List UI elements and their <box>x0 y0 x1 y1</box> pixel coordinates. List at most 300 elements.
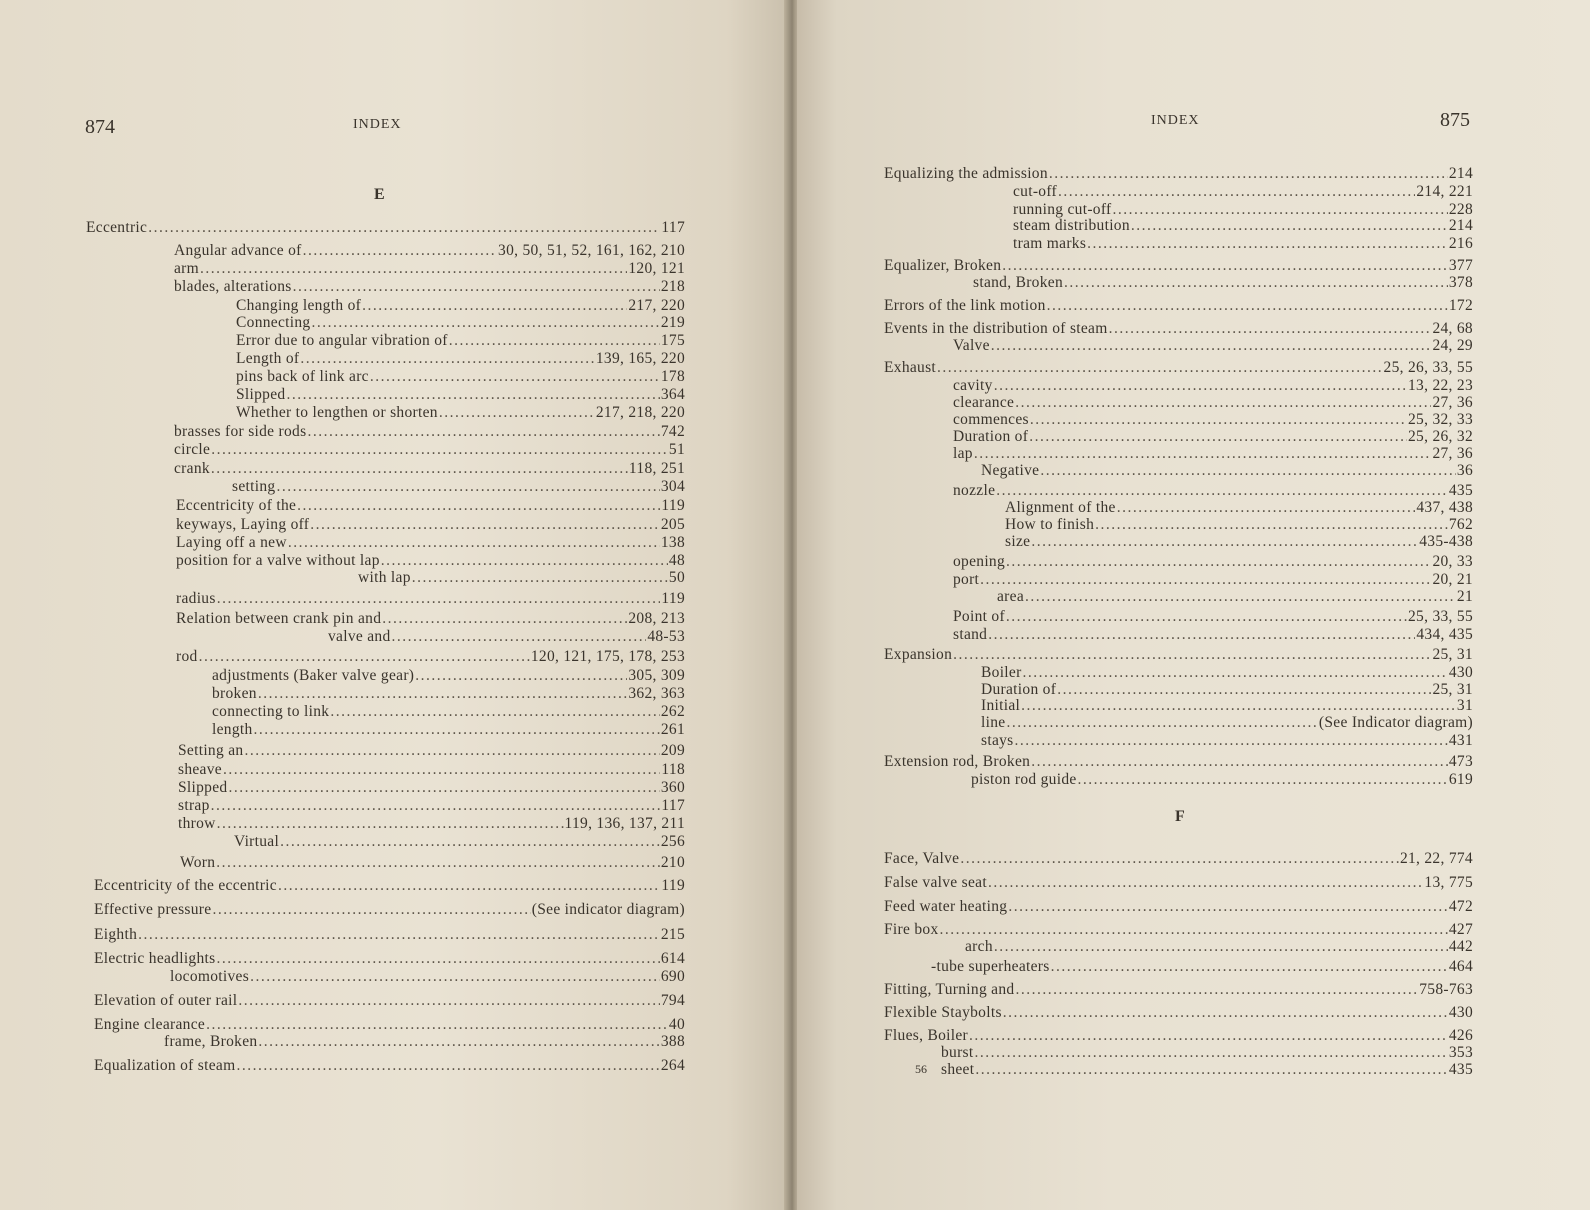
entry-pages: 21 <box>1456 588 1473 605</box>
entry-term: arm <box>174 260 199 277</box>
index-entry-effective-pressure <box>94 901 685 919</box>
dot-leader <box>148 219 660 237</box>
running-head: INDEX <box>353 117 402 132</box>
index-entry-tram-marks <box>1013 235 1473 253</box>
index-entry-exhaust <box>884 359 1473 377</box>
dot-leader <box>980 571 1431 589</box>
entry-term: Duration of <box>953 428 1029 445</box>
entry-pages: 228 <box>1448 201 1473 218</box>
right-page <box>797 0 1590 1210</box>
entry-term: Extension rod, Broken <box>884 753 1031 770</box>
entry-pages: 31 <box>1456 697 1473 714</box>
entry-pages: 40 <box>668 1016 685 1033</box>
entry-term: Expansion <box>884 646 953 663</box>
index-entry-worn <box>180 854 685 872</box>
dot-leader <box>206 1016 668 1034</box>
signature-mark: 56 <box>915 1062 927 1076</box>
dot-leader <box>1095 516 1448 534</box>
entry-pages: 619 <box>1448 771 1473 788</box>
entry-pages: 20, 21 <box>1432 571 1473 588</box>
index-entry-length-of <box>236 350 685 368</box>
index-entry-eccentricity-of-the-eccentric <box>94 877 685 895</box>
entry-term: Elevation of outer rail <box>94 992 238 1009</box>
entry-term: Equalization of steam <box>94 1057 236 1074</box>
entry-term: steam distribution <box>1013 217 1130 234</box>
section-letter: E <box>374 186 385 203</box>
index-entry-flexible-staybolts <box>884 1004 1473 1022</box>
entry-pages: 464 <box>1448 958 1473 975</box>
entry-pages: 50 <box>668 569 685 586</box>
dot-leader <box>223 761 660 779</box>
dot-leader <box>254 721 660 739</box>
index-entry-boiler <box>981 664 1473 682</box>
index-entry-eccentric <box>86 219 685 237</box>
dot-leader <box>1031 533 1418 551</box>
entry-pages: 442 <box>1448 938 1473 955</box>
entry-pages: 119, 136, 137, 211 <box>564 815 685 832</box>
index-entry-laying-off-a-new <box>176 534 685 552</box>
dot-leader <box>1025 588 1456 606</box>
entry-pages: 117 <box>661 797 685 814</box>
index-entry-extension-rod-broken <box>884 753 1473 771</box>
index-entry-with-lap <box>358 569 685 587</box>
entry-pages: 48 <box>668 552 685 569</box>
entry-term: cut-off <box>1013 183 1057 200</box>
entry-pages: 209 <box>660 742 685 759</box>
entry-pages: 214 <box>1448 165 1473 182</box>
dot-leader <box>1015 981 1418 999</box>
entry-term: Negative <box>981 462 1040 479</box>
index-entry-crank <box>174 460 685 478</box>
page-number: 875 <box>1440 109 1470 131</box>
entry-term: Whether to lengthen or shorten <box>236 404 438 421</box>
entry-pages: 430 <box>1448 1004 1473 1021</box>
entry-pages: 139, 165, 220 <box>595 350 685 367</box>
entry-pages: 305, 309 <box>628 667 685 684</box>
entry-pages: 435 <box>1448 1061 1473 1078</box>
entry-pages: 264 <box>660 1057 685 1074</box>
entry-pages: 24, 68 <box>1432 320 1473 337</box>
entry-term: crank <box>174 460 210 477</box>
entry-term: commences <box>953 411 1029 428</box>
index-entry-angular-advance-of <box>174 242 685 260</box>
entry-term: adjustments (Baker valve gear) <box>212 667 415 684</box>
index-entry-cut-off <box>1013 183 1473 201</box>
index-entry-cavity <box>953 377 1473 395</box>
index-entry-negative <box>981 462 1473 480</box>
entry-term: nozzle <box>953 482 996 499</box>
index-entry-slipped <box>236 386 685 404</box>
entry-term: port <box>953 571 980 588</box>
index-entry-clearance <box>953 394 1473 412</box>
index-entry-flues-boiler <box>884 1027 1473 1045</box>
index-entry-nozzle <box>953 482 1473 500</box>
entry-term: frame, Broken <box>164 1033 258 1050</box>
index-entry-connecting-to-link <box>212 703 685 721</box>
dot-leader <box>439 404 595 422</box>
entry-pages: 119 <box>661 877 685 894</box>
page-number: 874 <box>85 116 115 138</box>
entry-pages: 426 <box>1448 1027 1473 1044</box>
entry-term: Angular advance of <box>174 242 302 259</box>
dot-leader <box>1023 664 1448 682</box>
dot-leader <box>953 646 1431 664</box>
index-entry-lap <box>953 445 1473 463</box>
dot-leader <box>974 445 1432 463</box>
entry-pages: 218 <box>660 278 685 295</box>
index-entry-length <box>212 721 685 739</box>
entry-term: size <box>1005 533 1031 550</box>
index-entry-initial <box>981 697 1473 715</box>
dot-leader <box>1006 608 1407 626</box>
index-entry-setting <box>232 478 685 496</box>
entry-pages: 120, 121 <box>628 260 685 277</box>
index-entry-virtual <box>234 833 685 851</box>
entry-pages: 24, 29 <box>1432 337 1473 354</box>
entry-term: Worn <box>180 854 216 871</box>
entry-term: Face, Valve <box>884 850 960 867</box>
entry-term: Flues, Boiler <box>884 1027 968 1044</box>
entry-pages: 217, 220 <box>628 297 685 314</box>
dot-leader <box>1131 217 1448 235</box>
entry-term: Duration of <box>981 681 1057 698</box>
entry-pages: 360 <box>660 779 685 796</box>
dot-leader <box>217 590 661 608</box>
entry-pages: 353 <box>1448 1044 1473 1061</box>
entry-pages: 25, 31 <box>1432 681 1473 698</box>
entry-term: -tube superheaters <box>931 958 1050 975</box>
entry-term: line <box>981 714 1006 731</box>
dot-leader <box>1030 411 1407 429</box>
index-entry-how-to-finish <box>1005 516 1473 534</box>
dot-leader <box>258 1033 659 1051</box>
entry-term: Effective pressure <box>94 901 212 918</box>
entry-term: rod <box>176 648 198 665</box>
entry-term: with lap <box>358 569 411 586</box>
dot-leader <box>940 921 1448 939</box>
dot-leader <box>1049 165 1448 183</box>
dot-leader <box>288 534 660 552</box>
index-entry-adjustments-baker-valve-gear <box>212 667 685 685</box>
entry-pages: 175 <box>660 332 685 349</box>
index-entry-area <box>997 588 1473 606</box>
dot-leader <box>996 482 1448 500</box>
dot-leader <box>250 968 660 986</box>
entry-term: Eccentric <box>86 219 148 236</box>
entry-term: broken <box>212 685 257 702</box>
dot-leader <box>211 797 661 815</box>
index-entry-frame-broken <box>164 1033 685 1051</box>
entry-term: Relation between crank pin and <box>176 610 382 627</box>
index-entry-steam-distribution <box>1013 217 1473 235</box>
entry-term: Virtual <box>234 833 280 850</box>
entry-term: brasses for side rods <box>174 423 307 440</box>
entry-term: radius <box>176 590 216 607</box>
index-entry-brasses-for-side-rods <box>174 423 685 441</box>
dot-leader <box>1008 898 1448 916</box>
entry-pages: 431 <box>1448 732 1473 749</box>
entry-term: stays <box>981 732 1014 749</box>
entry-pages: 205 <box>660 516 685 533</box>
index-entry-point-of <box>953 608 1473 626</box>
index-entry-stand <box>953 626 1473 644</box>
entry-pages: 388 <box>660 1033 685 1050</box>
dot-leader <box>382 610 627 628</box>
dot-leader <box>988 874 1423 892</box>
dot-leader <box>211 460 628 478</box>
index-entry-stays <box>981 732 1473 750</box>
dot-leader <box>286 386 659 404</box>
index-entry-setting-an <box>178 742 685 760</box>
entry-term: Fitting, Turning and <box>884 981 1015 998</box>
index-entry-rod <box>176 648 685 666</box>
entry-pages: 427 <box>1448 921 1473 938</box>
index-entry-changing-length-of <box>236 297 685 315</box>
dot-leader <box>1109 320 1432 338</box>
index-entry-face-valve <box>884 850 1473 868</box>
entry-pages: 435 <box>1448 482 1473 499</box>
entry-term: throw <box>178 815 216 832</box>
dot-leader <box>1003 1004 1448 1022</box>
entry-term: valve and <box>328 628 391 645</box>
dot-leader <box>293 278 660 296</box>
dot-leader <box>988 626 1415 644</box>
entry-term: Boiler <box>981 664 1022 681</box>
entry-term: piston rod guide <box>971 771 1077 788</box>
index-entry-radius <box>176 590 685 608</box>
entry-pages: (See indicator diagram) <box>531 901 685 918</box>
entry-term: stand <box>953 626 988 643</box>
dot-leader <box>937 359 1383 377</box>
entry-pages: 48-53 <box>647 628 685 645</box>
entry-term: Feed water heating <box>884 898 1008 915</box>
entry-term: Flexible Staybolts <box>884 1004 1002 1021</box>
dot-leader <box>228 779 659 797</box>
entry-pages: 25, 26, 33, 55 <box>1383 359 1473 376</box>
dot-leader <box>1015 394 1431 412</box>
dot-leader <box>278 877 660 895</box>
index-entry-tube-superheaters <box>931 958 1473 976</box>
entry-term: Eighth <box>94 926 138 943</box>
entry-pages: 362, 363 <box>628 685 685 702</box>
dot-leader <box>310 516 660 534</box>
index-entry-valve <box>953 337 1473 355</box>
dot-leader <box>392 628 647 646</box>
dot-leader <box>1087 235 1448 253</box>
entry-pages: 758-763 <box>1419 981 1473 998</box>
dot-leader <box>412 569 668 587</box>
section-letter: F <box>1175 808 1185 825</box>
entry-pages: 27, 36 <box>1432 445 1473 462</box>
left-page <box>0 0 790 1210</box>
dot-leader <box>217 815 564 833</box>
entry-pages: 117 <box>661 219 685 236</box>
entry-term: length <box>212 721 253 738</box>
entry-pages: 473 <box>1448 753 1473 770</box>
dot-leader <box>211 441 668 459</box>
dot-leader <box>1006 714 1317 732</box>
entry-pages: 214 <box>1448 217 1473 234</box>
entry-term: cavity <box>953 377 993 394</box>
dot-leader <box>975 1061 1447 1079</box>
dot-leader <box>300 350 594 368</box>
index-entry-equalizer-broken <box>884 257 1473 275</box>
entry-pages: 378 <box>1448 274 1473 291</box>
entry-pages: 210 <box>660 854 685 871</box>
index-entry-slipped <box>178 779 685 797</box>
entry-term: Events in the distribution of steam <box>884 320 1108 337</box>
index-entry-electric-headlights <box>94 950 685 968</box>
entry-pages: 614 <box>660 950 685 967</box>
entry-term: Length of <box>236 350 300 367</box>
entry-pages: 178 <box>660 368 685 385</box>
index-entry-arch <box>965 938 1473 956</box>
entry-pages: 172 <box>1448 297 1473 314</box>
dot-leader <box>244 742 659 760</box>
entry-pages: 216 <box>1448 235 1473 252</box>
dot-leader <box>1051 958 1448 976</box>
dot-leader <box>1029 428 1407 446</box>
dot-leader <box>1064 274 1448 292</box>
entry-pages: 261 <box>660 721 685 738</box>
index-entry-valve-and <box>328 628 685 646</box>
entry-term: area <box>997 588 1025 605</box>
entry-pages: 25, 31 <box>1432 646 1473 663</box>
entry-pages: 20, 33 <box>1432 553 1473 570</box>
entry-term: running cut-off <box>1013 201 1112 218</box>
entry-pages: 219 <box>660 314 685 331</box>
entry-pages: 13, 775 <box>1424 874 1473 891</box>
dot-leader <box>297 497 660 515</box>
dot-leader <box>1031 753 1448 771</box>
entry-term: Slipped <box>236 386 286 403</box>
entry-term: sheave <box>178 761 222 778</box>
dot-leader <box>1047 297 1448 315</box>
dot-leader <box>236 1057 659 1075</box>
entry-term: burst <box>941 1044 974 1061</box>
entry-term: Exhaust <box>884 359 937 376</box>
entry-term: connecting to link <box>212 703 330 720</box>
entry-pages: 138 <box>660 534 685 551</box>
index-entry-burst <box>941 1044 1473 1062</box>
index-entry-piston-rod-guide <box>971 771 1473 789</box>
index-entry-commences <box>953 411 1473 429</box>
entry-term: tram marks <box>1013 235 1087 252</box>
entry-pages: 430 <box>1448 664 1473 681</box>
entry-pages: 118 <box>661 761 685 778</box>
index-entry-feed-water-heating <box>884 898 1473 916</box>
entry-pages: 36 <box>1456 462 1473 479</box>
dot-leader <box>362 297 627 315</box>
index-entry-fitting-turning-and <box>884 981 1473 999</box>
entry-pages: 437, 438 <box>1416 499 1473 516</box>
entry-pages: 762 <box>1448 516 1473 533</box>
dot-leader <box>238 992 660 1010</box>
entry-term: False valve seat <box>884 874 987 891</box>
entry-term: Alignment of the <box>1005 499 1116 516</box>
index-entry-port <box>953 571 1473 589</box>
entry-pages: 690 <box>660 968 685 985</box>
running-head: INDEX <box>1151 113 1200 128</box>
entry-term: Eccentricity of the <box>176 497 297 514</box>
dot-leader <box>1078 771 1448 789</box>
entry-pages: 119 <box>661 590 685 607</box>
entry-pages: 214, 221 <box>1416 183 1473 200</box>
index-entry-error-due-to-angular-vibration-of <box>236 332 685 350</box>
index-entry-circle <box>174 441 685 459</box>
index-entry-strap <box>178 797 685 815</box>
dot-leader <box>1021 697 1456 715</box>
entry-term: Equalizer, Broken <box>884 257 1002 274</box>
dot-leader <box>1058 183 1415 201</box>
entry-term: Setting an <box>178 742 244 759</box>
index-entry-keyways-laying-off <box>176 516 685 534</box>
entry-pages: 377 <box>1448 257 1473 274</box>
entry-term: Point of <box>953 608 1005 625</box>
dot-leader <box>303 242 497 260</box>
dot-leader <box>276 478 659 496</box>
entry-pages: 794 <box>660 992 685 1009</box>
entry-term: Errors of the link motion <box>884 297 1046 314</box>
entry-term: Connecting <box>236 314 311 331</box>
index-entry-locomotives <box>170 968 685 986</box>
entry-pages: 364 <box>660 386 685 403</box>
entry-pages: 435-438 <box>1419 533 1473 550</box>
entry-pages: 434, 435 <box>1416 626 1473 643</box>
entry-pages: 30, 50, 51, 52, 161, 162, 210 <box>498 242 685 259</box>
entry-term: Changing length of <box>236 297 362 314</box>
index-entry-connecting <box>236 314 685 332</box>
index-entry-errors-of-the-link-motion <box>884 297 1473 315</box>
index-entry-false-valve-seat <box>884 874 1473 892</box>
entry-pages: 25, 32, 33 <box>1408 411 1473 428</box>
index-entry-blades-alterations <box>174 278 685 296</box>
entry-term: locomotives <box>170 968 250 985</box>
index-entry-opening <box>953 553 1473 571</box>
index-entry-line <box>981 714 1473 732</box>
dot-leader <box>138 926 660 944</box>
index-entry-sheave <box>178 761 685 779</box>
index-entry-eccentricity-of-the <box>176 497 685 515</box>
index-entry-pins-back-of-link-arc <box>236 368 685 386</box>
entry-term: Electric headlights <box>94 950 216 967</box>
index-entry-stand-broken <box>973 274 1473 292</box>
entry-pages: 118, 251 <box>628 460 685 477</box>
dot-leader <box>991 337 1432 355</box>
entry-pages: 25, 33, 55 <box>1408 608 1473 625</box>
dot-leader <box>1002 257 1448 275</box>
entry-term: blades, alterations <box>174 278 292 295</box>
entry-term: circle <box>174 441 211 458</box>
entry-term: Valve <box>953 337 990 354</box>
entry-pages: 119 <box>661 497 685 514</box>
entry-pages: 27, 36 <box>1432 394 1473 411</box>
entry-pages: 208, 213 <box>628 610 685 627</box>
index-entry-whether-to-lengthen-or-shorten <box>236 404 685 422</box>
entry-term: lap <box>953 445 973 462</box>
index-entry-sheet <box>941 1061 1473 1079</box>
entry-pages: 304 <box>660 478 685 495</box>
entry-pages: 742 <box>660 423 685 440</box>
dot-leader <box>1006 553 1431 571</box>
dot-leader <box>311 314 659 332</box>
entry-pages: 217, 218, 220 <box>595 404 685 421</box>
dot-leader <box>212 901 530 919</box>
index-entry-arm <box>174 260 685 278</box>
entry-term: Error due to angular vibration of <box>236 332 448 349</box>
dot-leader <box>415 667 627 685</box>
index-entry-position-for-a-valve-without-lap <box>176 552 685 570</box>
